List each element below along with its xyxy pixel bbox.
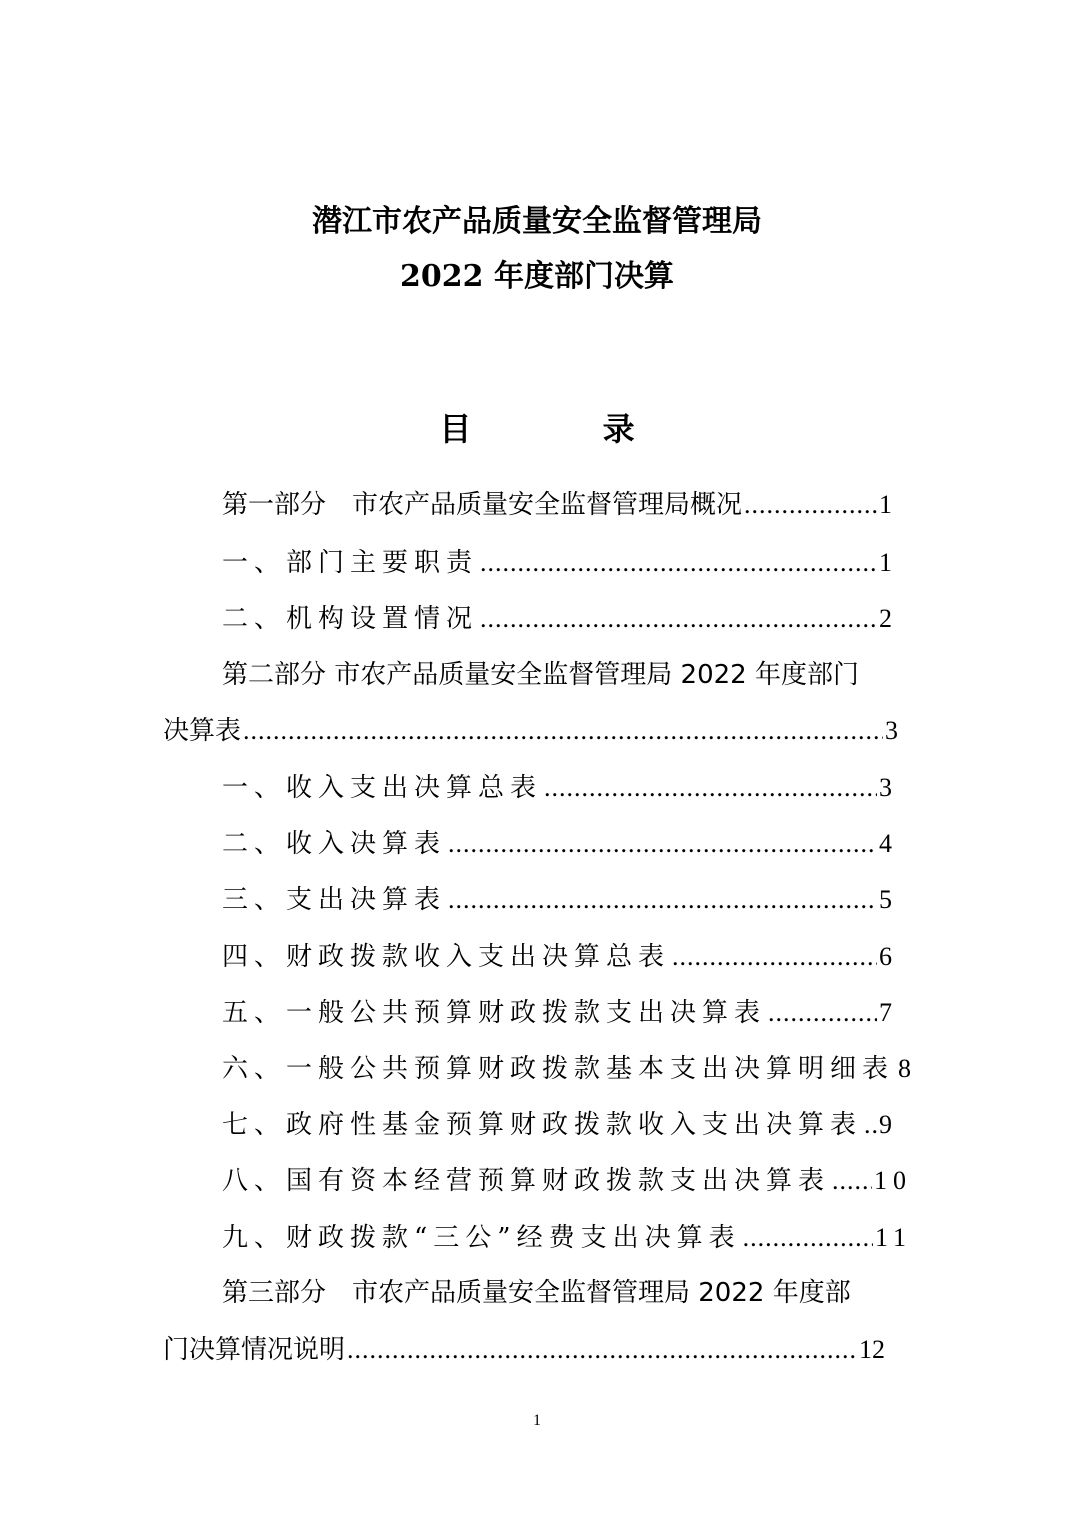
toc-entry-page: 11: [874, 1223, 912, 1252]
toc-leader-dots: [864, 1105, 877, 1145]
toc-entry-part2: [163, 711, 898, 751]
toc-entry: [222, 1218, 912, 1258]
toc-leader-dots: [744, 485, 877, 525]
toc-entry-label: 二、机构设置情况: [222, 604, 479, 634]
toc-leader-dots: [480, 599, 877, 639]
toc-entry-label: 门决算情况说明: [163, 1335, 346, 1365]
toc-entry-part3-line1: 第三部分 市农产品质量安全监督管理局 2022 年度部: [222, 1278, 851, 1308]
toc-entry-label: 第一部分 市农产品质量安全监督管理局概况: [222, 490, 743, 520]
toc-entry-label: 二、收入决算表: [222, 829, 447, 859]
toc-entry-part1: [222, 485, 892, 525]
toc-entry-page: 10: [874, 1166, 912, 1195]
toc-entry-page: 9: [879, 1110, 898, 1139]
toc-leader-dots: [832, 1161, 872, 1201]
toc-leader-dots: [448, 824, 877, 864]
toc-entry-label: 三、支出决算表: [222, 885, 447, 915]
toc-entry-label: 一、收入支出决算总表: [222, 773, 543, 803]
toc-leader-dots: [480, 543, 877, 583]
toc-entry: [222, 768, 898, 808]
toc-entry-label: 一、部门主要职责: [222, 548, 479, 578]
toc-entry-part3: [163, 1330, 885, 1370]
toc-entry-page: 1: [879, 490, 892, 519]
toc-leader-dots: [743, 1218, 873, 1258]
toc-leader-dots: [768, 993, 877, 1033]
toc-entry: [222, 993, 898, 1033]
toc-heading: 目 录: [439, 410, 695, 448]
toc-entry-page: 1: [879, 548, 898, 577]
toc-entry-label: 六、一般公共预算财政拨款基本支出决算明细表: [222, 1054, 895, 1084]
toc-entry-page: 4: [879, 829, 898, 858]
toc-entry-page: 5: [879, 885, 898, 914]
toc-entry-label: 九、财政拨款“三公”经费支出决算表: [222, 1223, 741, 1253]
toc-entry-label: 四、财政拨款收入支出决算总表: [222, 942, 671, 972]
document-title: 潜江市农产品质量安全监督管理局: [312, 204, 762, 239]
toc-entry: [222, 824, 898, 864]
toc-entry: [222, 880, 898, 920]
toc-leader-dots: [347, 1330, 857, 1370]
toc-entry-part2-line1: 第二部分 市农产品质量安全监督管理局 2022 年度部门: [222, 660, 859, 690]
toc-leader-dots: [243, 711, 883, 751]
toc-entry-page: 3: [879, 773, 898, 802]
toc-leader-dots: [672, 937, 877, 977]
toc-entry-label: 八、国有资本经营预算财政拨款支出决算表: [222, 1166, 831, 1196]
toc-leader-dots: [448, 880, 877, 920]
toc-entry-page: 2: [879, 604, 898, 633]
toc-entry: [222, 1105, 898, 1145]
toc-entry: [222, 1161, 912, 1201]
toc-entry-page: 3: [885, 716, 898, 745]
toc-entry-page: 12: [859, 1335, 885, 1364]
toc-entry: [222, 937, 898, 977]
toc-entry-page: 8: [898, 1054, 918, 1083]
toc-entry-label: 五、一般公共预算财政拨款支出决算表: [222, 998, 767, 1028]
toc-entry-page: 6: [879, 942, 898, 971]
toc-leader-dots: [544, 768, 877, 808]
toc-entry-page: 7: [879, 998, 898, 1027]
toc-entry: [222, 599, 898, 639]
toc-entry-label: 七、政府性基金预算财政拨款收入支出决算表: [222, 1110, 863, 1140]
toc-entry-label: 决算表: [163, 716, 242, 746]
page-number: 1: [533, 1412, 541, 1429]
toc-entry: [222, 543, 898, 583]
document-subtitle: 2022 年度部门决算: [400, 259, 674, 294]
toc-entry: [222, 1049, 918, 1089]
